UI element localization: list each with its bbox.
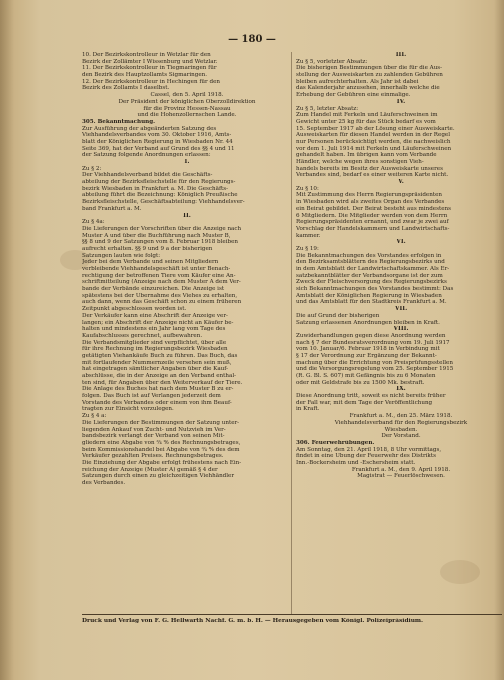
text-line: Zu § 5, vorletzter Absatz: [296, 58, 368, 65]
text-line: verbleibende Viehhandelsgeschäft ist unter Benach- [82, 266, 231, 272]
text-line: VI. [396, 239, 406, 246]
text-line: §§ 8 und 9 der Satzungen vom 8. Februar 1918 bleiben [82, 239, 239, 246]
text-line: Zeitpunkt abgeschlossen worden ist. [82, 306, 187, 313]
text-line: Zu § 5, letzter Absatz: [296, 105, 359, 112]
text-line: Viehhandelsverbandes vom 30. Oktober 1916, Amts- [82, 132, 232, 139]
text-line: Der Viehhandelsverband bildet die Geschäfts- [82, 172, 213, 179]
text-line: sich Bekanntmachungen des Vorstandes bestimmt: Das [296, 286, 454, 293]
text-line: Zweck der Fleischversorgung des Regierungsbezirks [296, 279, 447, 286]
text-line: 15. September 1917 ab der Lösung einer Ausweiskarte. [296, 125, 455, 132]
text-line: 12. Der Bezirkskontrolleur in Hechingen für den [82, 78, 220, 85]
text-line: § 17 der Verordnung zur Ergänzung der Bekannt- [296, 352, 437, 359]
text-line: Seite 369, hat der Verband auf Grund des §§ 4 und 11 [82, 145, 235, 152]
text-line: Die Verbandsmitglieder sind verpflichtet, über alle [82, 339, 227, 346]
text-line: machung über die Errichtung von Preisprüfungsstellen [296, 359, 453, 366]
text-line: Verbandes sind, bedarf es einer weiteren Karte nicht. [296, 172, 449, 179]
text-line: Amtsblatt der Königlichen Regierung in Wiesbaden [296, 292, 442, 299]
text-line: nach § 7 der Bundesratsverordnung vom 19. Juli 1917 [296, 339, 450, 346]
text-line: bezirk Wiesbaden in Frankfurt a. M. Die Geschäfts- [82, 185, 229, 192]
text-line: Die Anlage des Buches hat nach dem Muster B zu er- [82, 386, 234, 393]
text-line: Am Sonntag, den 21. April 1918, 8 Uhr vormittags, [296, 446, 442, 453]
text-line: Verkäufer gezahlten Preises. Rechnungsbetrages. [82, 453, 224, 460]
right-column [296, 52, 504, 480]
text-line: Bezirk des Zollamts I daselbst. [82, 85, 170, 92]
text-line: stellung der Ausweiskarten zu zahlenden Gebühren [296, 72, 443, 79]
text-line: III. [395, 52, 407, 58]
text-line: Der Präsident der königlichen Oberzolldirektion [118, 98, 256, 105]
text-line: Muster A und über die Buchführung nach Muster B, [82, 232, 231, 239]
printer-imprint: Druck und Verlag von F. G. Hellwarth Nachf. G. m. b. H. — Herausgegeben vom Königl. Polizeipräsidium. [82, 618, 424, 624]
text-line: Die auf Grund der bisherigen [296, 312, 380, 319]
text-line: Zu § 2: [82, 165, 102, 172]
text-line: halten und mindestens ein Jahr lang vom Tage des [82, 326, 226, 333]
text-line: kammer. [296, 232, 321, 239]
text-line: und die Hohenzollernschen Lande. [137, 112, 237, 119]
text-line: 306. Feuerwehrübungen. [296, 439, 375, 446]
text-line: Die Einziehung der Abgabe erfolgt frühestens nach Ein- [82, 459, 242, 466]
text-line: blatt der Königlichen Regierung in Wiesbaden Nr. 44 [82, 138, 233, 145]
text-line: Satzung erlassenen Anordnungen bleiben in Kraft. [296, 319, 440, 326]
text-line: handels bereits im Besitz der Ausweiskarte unseres [296, 165, 443, 172]
text-line: beim Kommissionshandel bei Abgabe von ¾ % des dem [82, 446, 240, 453]
text-line: des Verbandes. [82, 480, 126, 486]
text-line: Jeder bei dem Verbande und seinen Mitgliedern [82, 259, 219, 266]
text-line: Diese Anordnung tritt, soweit es nicht bereits früher [296, 393, 446, 400]
text-line: für die Provinz Hessen-Nassau [143, 105, 231, 112]
text-line: vor dem 1. Juli 1914 mit Ferkeln und Läuferschweinen [296, 145, 452, 152]
text-line: Gewicht unter 25 kg für das Stück bedarf es vom [296, 118, 436, 125]
text-line: Zuwiderhandlungen gegen diese Anordnung werden [296, 332, 446, 339]
text-line: VIII. [393, 326, 409, 333]
left-page-shadow [0, 0, 14, 680]
text-line: der Fall war, mit dem Tage der Veröffentlichung [296, 399, 433, 406]
text-line: langen; ein Abschrift der Anzeige nicht an Käufer be- [82, 319, 234, 326]
text-line: 305. Bekanntmachung. [82, 118, 156, 125]
left-column [82, 52, 292, 487]
footer-rule [82, 614, 502, 615]
text-line: Frankfurt a. M., den 25. März 1918. [349, 413, 453, 420]
text-line: Zu § 4a: [82, 219, 105, 226]
text-line: aufrecht erhalten. §§ 9 und 9 a der bisherigen [82, 245, 213, 252]
text-line: und das Amtsblatt für den Stadtkreis Frankfurt a. M. [296, 299, 447, 306]
text-line: in Wiesbaden wird als zweites Organ des Verbandes [296, 199, 445, 206]
text-line: Viehhandelsverband für den Regierungsbezirk [334, 419, 468, 426]
text-line: Ausweiskarten für diesen Handel werden in der Regel [296, 132, 451, 139]
text-line: findet in eine Übung der Feuerwehr des Distrikts [296, 453, 436, 460]
text-line: Die Lieferungen der Bestimmungen der Satzung unter- [82, 419, 240, 426]
text-line: Cassel, den 5. April 1918. [150, 92, 224, 99]
text-line: getätigten Viehankäufe Buch zu führen. Das Buch, das [82, 352, 238, 359]
column-divider [291, 52, 292, 614]
text-line: IX. [396, 386, 406, 393]
text-line: spätestens bei der Übernahme des Viehes zu erhalten, [82, 292, 238, 299]
text-line: vom 10. Januar/6. Februar 1918 in Verbindung mit [296, 346, 440, 353]
text-line: IV. [396, 98, 406, 105]
text-line: hat eingetragen sämtlicher Angaben über die Kauf- [82, 366, 229, 373]
text-line: Händler, welche wegen ihres sonstigen Vieh- [296, 159, 424, 165]
text-line: Bezirksfleischstelle, Geschäftsabteilung: Viehhandelsver- [82, 199, 245, 206]
text-line: V. [398, 179, 404, 186]
text-line: bandsbezirk verlangt der Verband von seinen Mit- [82, 433, 225, 440]
text-line: Zur Ausführung der abgeänderten Satzung des [82, 125, 217, 132]
text-line: Frankfurt a. M., den 9. April 1918. [351, 466, 451, 473]
text-line: 6 Mitgliedern. Die Mitglieder werden von dem Herrn [296, 212, 448, 219]
paper-stain [440, 560, 480, 584]
text-line: I. [184, 159, 190, 165]
text-line: auch dann, wenn das Geschäft schon zu einem früheren [82, 299, 242, 306]
text-line: bande der Verbände einzureichen. Die Anzeige ist [82, 286, 225, 293]
text-line: den Bezirksamtsblättern des Regierungsbezirks und [296, 259, 445, 266]
text-line: folgen. Das Buch ist auf Verlangen jederzeit dem [82, 393, 221, 400]
text-line: für ihre Rechnung im Regierungsbezirk Wiesbaden [82, 346, 228, 353]
text-line: schriftmitteilung (Anzeige nach dem Muster A dem Ver- [82, 279, 241, 286]
text-line: Mit Zustimmung des Herrn Regierungspräsidenten [296, 192, 443, 199]
text-line: 11. Der Bezirkskontrolleur in Tiegmaringen für [82, 65, 217, 72]
page-number: — 180 — [228, 34, 276, 45]
text-line: mit fortlaufender Nummernzeile versehen sein muß, [82, 359, 232, 366]
text-line: band Frankfurt a. M. [82, 205, 142, 212]
text-line: abschlüsse, die in der Anzeige an den Verband enthal- [82, 373, 237, 379]
text-line: abteilung führt die Bezeichnung: Königlich Preußische [82, 192, 238, 199]
text-line: Zum Handel mit Ferkeln und Läuferschweinen im [296, 112, 438, 119]
text-line: Vorschlag der Handelskammern und Landwirtschafts- [296, 225, 450, 232]
text-line: tragten zur Einsicht vorzulegen. [82, 406, 174, 413]
text-line: gehandelt haben. Im übrigen kann vom Verbande [296, 152, 437, 159]
text-line: liegenden Ankauf von Zucht- und Nutzvieh im Ver- [82, 426, 226, 433]
text-line: Regierungspräsidenten ernannt, und zwar je zwei auf [296, 219, 449, 226]
text-line: nur Personen berücksichtigt werden, die nachweislich [296, 138, 451, 145]
text-line: oder mit Geldstrafe bis zu 1500 Mk. bestraft. [296, 379, 425, 386]
text-line: 10. Der Bezirkskontrolleur in Wetzlar für den [82, 52, 211, 58]
text-line: ten sind, für Angaben über den Weiterverkauf der Tiere. [82, 379, 243, 386]
text-line: und die Versorgungsregelung vom 25. September 1915 [296, 366, 454, 373]
text-line: ein Beirat gebildet. Der Beirat besteht aus mindestens [296, 205, 451, 212]
text-line: Zu § 10: [296, 185, 319, 192]
text-line: Der Vorstand. [381, 433, 421, 440]
text-line: bleiben aufrechterhalten. Als Jahr ist dabei [296, 78, 419, 85]
text-line: VII. [394, 306, 408, 313]
text-line: Die Bekanntmachungen des Vorstandes erfolgen in [296, 252, 442, 259]
text-line: Zu § 19: [296, 245, 319, 252]
text-line: gliedern eine Abgabe von ¾ % des Rechnungsbetrages, [82, 439, 241, 446]
text-line: in dem Amtsblatt der Landwirtschaftskammer. Als Er- [296, 266, 450, 272]
text-line: Bezirk der Zollämter I Wissenburg und Wetzlar. [82, 58, 218, 65]
text-line: Die Lieferungen der Vorschriften über die Anzeige nach [82, 225, 242, 232]
text-line: reichung der Anzeige (Muster A) gemäß § 4 der [82, 466, 218, 473]
text-line: Der Verkäufer kann eine Abschrift der Anzeige ver- [82, 312, 228, 319]
text-line: (R. G. Bl. S. 607) mit Gefängnis bis zu 6 Monaten [296, 373, 436, 379]
text-line: in Kraft. [296, 406, 320, 413]
text-line: Kaufabschlusses gerechnet, aufbewahren. [82, 332, 203, 339]
text-line: Inn.-Bockersheim und -Eschersheim statt. [296, 459, 416, 466]
text-line: den Bezirk des Hauptzollamts Sigmaringen. [82, 72, 208, 79]
text-line: Wiesbaden. [384, 426, 418, 433]
text-line: abteilung der Bezirksfleischstelle für den Regierungs- [82, 179, 236, 186]
text-line: Magistrat — Feuerlöschwesen. [357, 473, 445, 480]
text-line: Satzungen lauten wie folgt: [82, 252, 161, 259]
text-line: rechtigung der betroffenen Tiere vom Käufer eine An- [82, 272, 236, 279]
text-line: Die bisherigen Bestimmungen über die für die Aus- [296, 65, 443, 72]
text-line: Satzungen durch einen zu gleichzeitigen Viehhändler [82, 473, 235, 480]
text-line: Erhebung der Gebühren eine einmalige. [296, 92, 411, 99]
text-line: der Satzung folgende Anordnungen erlassen: [82, 152, 211, 159]
text-line: Zu § 4 a: [82, 413, 107, 420]
text-line: satzbekanntblätter der Verbandsorgane ist der zum [296, 272, 443, 279]
text-line: Vorstande des Verbandes oder einem von ihm Beauf- [82, 399, 232, 406]
text-line: II. [183, 212, 191, 219]
text-line: das Kalenderjahr anzusehen, innerhalb welche die [296, 85, 440, 92]
